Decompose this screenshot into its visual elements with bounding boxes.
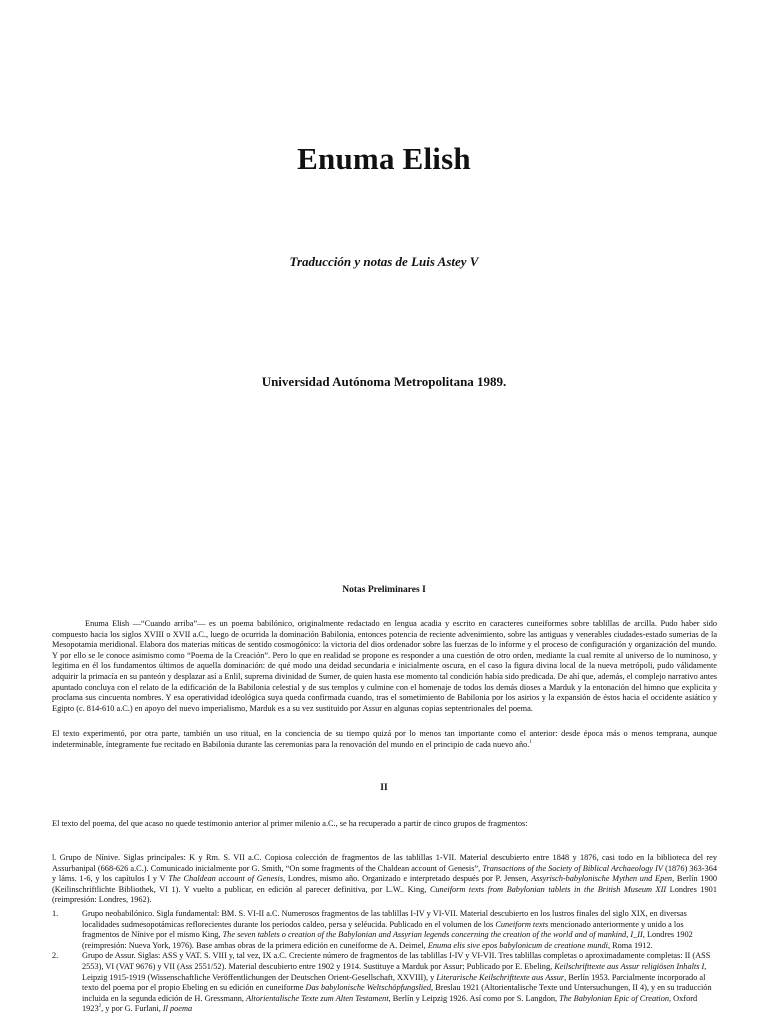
publisher-line: Universidad Autónoma Metropolitana 1989.: [261, 374, 507, 389]
document-title: Enuma Elish: [297, 141, 471, 176]
footnote-ref-2[interactable]: 2: [98, 1004, 102, 1010]
book-title: Il poema: [162, 1004, 193, 1014]
text-span: , Londres 1902 (reimpresión: Nueva York, 1976). Base ambas obras de la primera edición en cuneiforme de A. Deimel,: [82, 930, 693, 950]
list-item-number: 1.: [52, 909, 59, 918]
text-span: , Berlín 1900 (Keilinschriftlichte Bibliothek, VI 1). Y vuelto a publicar, en edición al parecer definitiva, por L.W.. King,: [52, 874, 718, 894]
book-title: Enuma elis sive epos babylonicum de creatione mundi: [427, 940, 608, 950]
list-item: [52, 909, 717, 951]
list-item-number: 2.: [52, 951, 59, 961]
list-item: [52, 951, 717, 1015]
text-span: , Roma 1912.: [607, 940, 653, 950]
text-span: , Berlín y Leipzig 1926. Así como por S. Langdon,: [388, 993, 560, 1003]
text-span: Grupo neobabilónico. Sigla fundamental: BM. S. VI-II a.C. Numerosos fragmentos de las tablillas I-IV y VI-VII. Material descubierto en los lustros finales del siglo XIX, en diversas localidades sudmesopotámicas reflorecientes durante los periodos caldeo, persa y seléucida. Publicado en el volumen de los: [82, 909, 687, 929]
paragraph-2: [52, 729, 717, 750]
paragraph-1: [52, 619, 717, 714]
text-span: , Oxford 1923: [82, 993, 698, 1014]
text-span: Londres 1901 (reimpresión: Londres, 1962).: [52, 884, 717, 905]
book-title: Cuneiform texts from Babylonian tablets in the British Museum XII: [429, 884, 667, 894]
fragment-groups-list: [52, 909, 717, 1015]
text-span: l. Grupo de Nínive. Siglas principales: K y Rm. S. VII a.C. Copiosa colección de fragmentos de las tablillas 1-VII. Material descubierto entre 1848 y 1876, casi todo en la biblioteca del rey Assurbanipal (668-626 a.C.). Comunicado inicialmente por G. Smith, “On some fragments of the Chaldean account of Genesis”,: [52, 853, 717, 873]
book-title: The Chaldean account of Genesis: [168, 874, 284, 884]
book-title: Keilschrifttexte aus Assur religiösen Inhalts I: [554, 961, 705, 971]
paragraph-2-text: El texto experimentó, por otra parte, también un uso ritual, en la conciencia de su tiempo quizá por lo menos tan importante como el anterior: desde época más o menos temprana, aunque indeterminable, íntegramente fue recitado en Babilonia durante las ceremonias para la renovación del mundo en el principio de cada nuevo año.: [52, 729, 717, 749]
book-title: Das babylonische Weltschöpfungslied: [305, 983, 432, 993]
text-span: , Leipzig 1915-1919 (Wissenschaftliche Veröffentlichungen der Deutschen Orient-Gesellschaft, XXVIII), y: [82, 961, 707, 982]
book-title: Cuneiform texts: [495, 919, 549, 929]
text-span: , Londres, mismo año. Organizado e interpretado después por P. Jensen,: [283, 874, 532, 884]
book-title: The Babylonian Epic of Creation: [559, 993, 670, 1003]
book-title: Assyrisch-babylonische Mythen und Epen: [531, 874, 673, 884]
document-subtitle: Traducción y notas de Luis Astey V: [289, 254, 479, 269]
section-2-intro: El texto del poema, del que acaso no quede testimonio anterior al primer milenio a.C., se ha recuperado a partir de cinco grupos de fragmentos:: [52, 819, 528, 828]
book-title: Transactions of the Society of Biblical Archaeology IV: [482, 863, 664, 873]
text-span: , y por G. Furlani,: [101, 1004, 163, 1014]
book-title: The seven tablets o creation of the Babylonian and Assyrian legends concerning the creation of the world and of mankind, I_II: [222, 930, 643, 940]
text-span: Grupo de Assur. Siglas: ASS y VAT. S. VIII y, tal vez, IX a.C. Creciente número de fragmentos de las tablillas I-IV y VI-VII. Tres tablillas completas o aproximadamente completas: II (ASS 2553), VI (VAT 9676) y VII (Ass 2551/52). Material descubierto entre 1902 y 1914. Sustituye a Marduk por Assur; Publicado por E. Ebeling,: [82, 951, 711, 971]
book-title: Literarische Keilschrifttexte aus Assur: [436, 972, 565, 982]
text-span: , Berlín 1953. Parcialmente incorporado al texto del poema por el propio Ebeling en su edición en cuneiforme: [82, 972, 706, 993]
book-title: Altorientalische Texte zum Alten Testament: [246, 993, 389, 1003]
group-nineveh-paragraph: [52, 853, 717, 906]
footnote-ref-1[interactable]: 1: [529, 739, 532, 745]
paragraph-1-text: Enuma Elish —“Cuando arriba”— es un poema babilónico, originalmente redactado en lengua acadia y escrito en caracteres cuneiformes sobre tablillas de arcilla. Pudo haber sido compuesto hacia los siglos XVIII o XVII a.C., luego de ocurrida la dominación Babilonia, entonces potencia de reciente advenimiento, sobre las antiguas y venerables ciudades-estado sumerias de la Mesopotamia meridional. Elabora dos materias míticas de sentido cosmogónico: la victoria del dios ordenador sobre las fuerzas de lo informe y el proceso de configuración y organización del mundo. Y por ello se le conoce asimismo como “Poema de la Creación”. Pero lo que en realidad se propone es responder a una cuestión de otro orden, mediante la cual remite al universo de lo numinoso, y legitima en él los fundamentos últimos de aquella dominación: de qué modo una deidad secundaria e inicialmente oscura, en el caso la figura divina local de la nueva metrópoli, pudo válidamente adquirir la primacía en su panteón y desplazar así a Enlil, suprema divinidad de Sumer, de quien hasta ese momento tal condición había sido predicada. De ahí que, además, el complejo narrativo antes apuntado concluya con el relato de la edificación de la Babilonia celestial y de sus templos y culmine con el homenaje de todos los demás dioses a Marduk y la entonación del himno que explicita y proclama sus cincuenta nombres. Y esa operatividad ideológica suya queda confirmada cuando, tras el sometimiento de Babilonia por los asirios y la expansión de éstos hacia el occidente asiático y Egipto (c. 814-610 a.C.) en apoyo del nuevo imperialismo, Marduk es a su vez sustituido por Assur en algunas copias septentrionales del poema.: [52, 619, 717, 713]
text-span: , Breslau 1921 (Altorientalische Texte und Untersuchungen, II 4), y en su traducción incluida en la segunda edición de H. Gressmann,: [82, 983, 712, 1003]
section-heading-2: II: [380, 783, 388, 793]
section-heading-1: Notas Preliminares I: [342, 585, 426, 595]
text-span: (1876) 363-364 y láms. 1-6, y los capítulos I y V: [52, 863, 718, 884]
text-span: mencionado anteriormente y unido a los fragmentos de Nínive por el mismo King,: [82, 919, 684, 940]
